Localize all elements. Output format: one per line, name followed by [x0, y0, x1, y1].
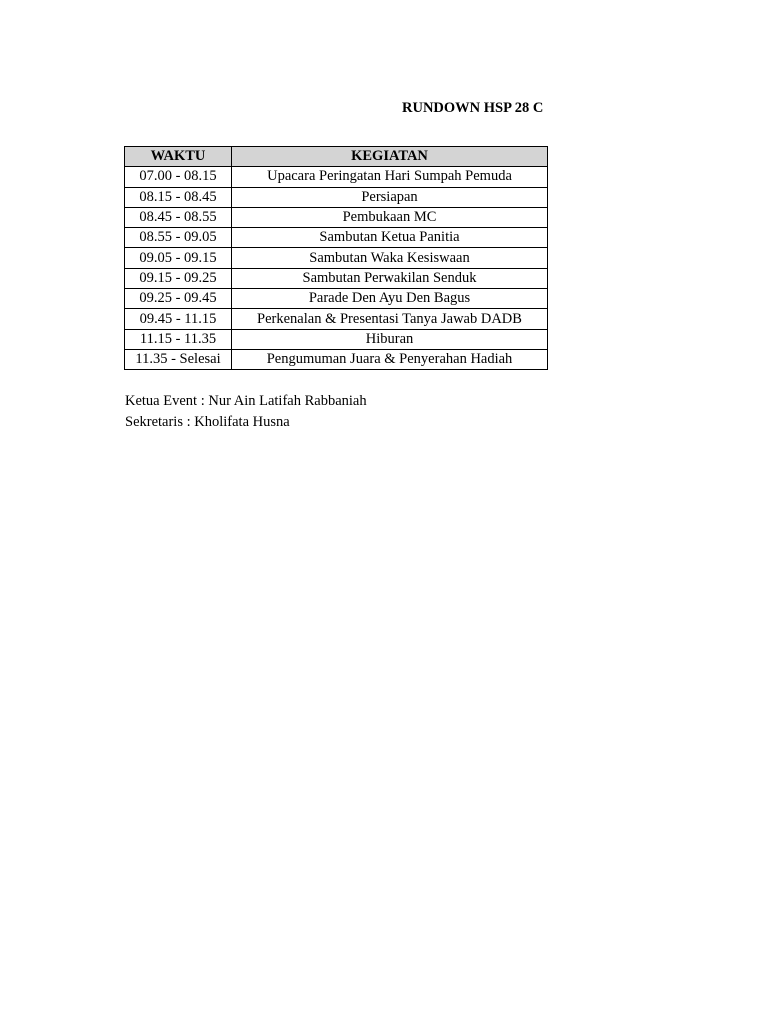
table-row: [125, 289, 548, 309]
table-row: [125, 167, 548, 187]
table-row: [125, 207, 548, 227]
time-cell: 07.00 - 08.15: [125, 167, 232, 187]
activity-cell: Persiapan: [232, 187, 548, 207]
rundown-table: [124, 146, 548, 370]
table-row: [125, 349, 548, 369]
table-row: [125, 268, 548, 288]
time-cell: 09.05 - 09.15: [125, 248, 232, 268]
document-footer: [125, 391, 367, 432]
activity-cell: Pembukaan MC: [232, 207, 548, 227]
time-cell: 09.15 - 09.25: [125, 268, 232, 288]
activity-cell: Upacara Peringatan Hari Sumpah Pemuda: [232, 167, 548, 187]
table-row: [125, 228, 548, 248]
column-header-kegiatan: KEGIATAN: [232, 147, 548, 167]
time-cell: 11.35 - Selesai: [125, 349, 232, 369]
table-header-row: [125, 147, 548, 167]
table-row: [125, 309, 548, 329]
secretary-line: Sekretaris : Kholifata Husna: [125, 413, 290, 430]
table-row: [125, 187, 548, 207]
activity-cell: Sambutan Perwakilan Senduk: [232, 268, 548, 288]
time-cell: 09.45 - 11.15: [125, 309, 232, 329]
document-title: RUNDOWN HSP 28 C: [402, 100, 544, 116]
column-header-waktu: WAKTU: [125, 147, 232, 167]
activity-cell: Parade Den Ayu Den Bagus: [232, 289, 548, 309]
time-cell: 09.25 - 09.45: [125, 289, 232, 309]
activity-cell: Sambutan Ketua Panitia: [232, 228, 548, 248]
time-cell: 08.55 - 09.05: [125, 228, 232, 248]
time-cell: 08.15 - 08.45: [125, 187, 232, 207]
activity-cell: Hiburan: [232, 329, 548, 349]
activity-cell: Sambutan Waka Kesiswaan: [232, 248, 548, 268]
event-chair-line: Ketua Event : Nur Ain Latifah Rabbaniah: [125, 393, 367, 409]
time-cell: 11.15 - 11.35: [125, 329, 232, 349]
activity-cell: Pengumuman Juara & Penyerahan Hadiah: [232, 349, 548, 369]
activity-cell: Perkenalan & Presentasi Tanya Jawab DADB: [232, 309, 548, 329]
table-row: [125, 248, 548, 268]
time-cell: 08.45 - 08.55: [125, 207, 232, 227]
table-row: [125, 329, 548, 349]
